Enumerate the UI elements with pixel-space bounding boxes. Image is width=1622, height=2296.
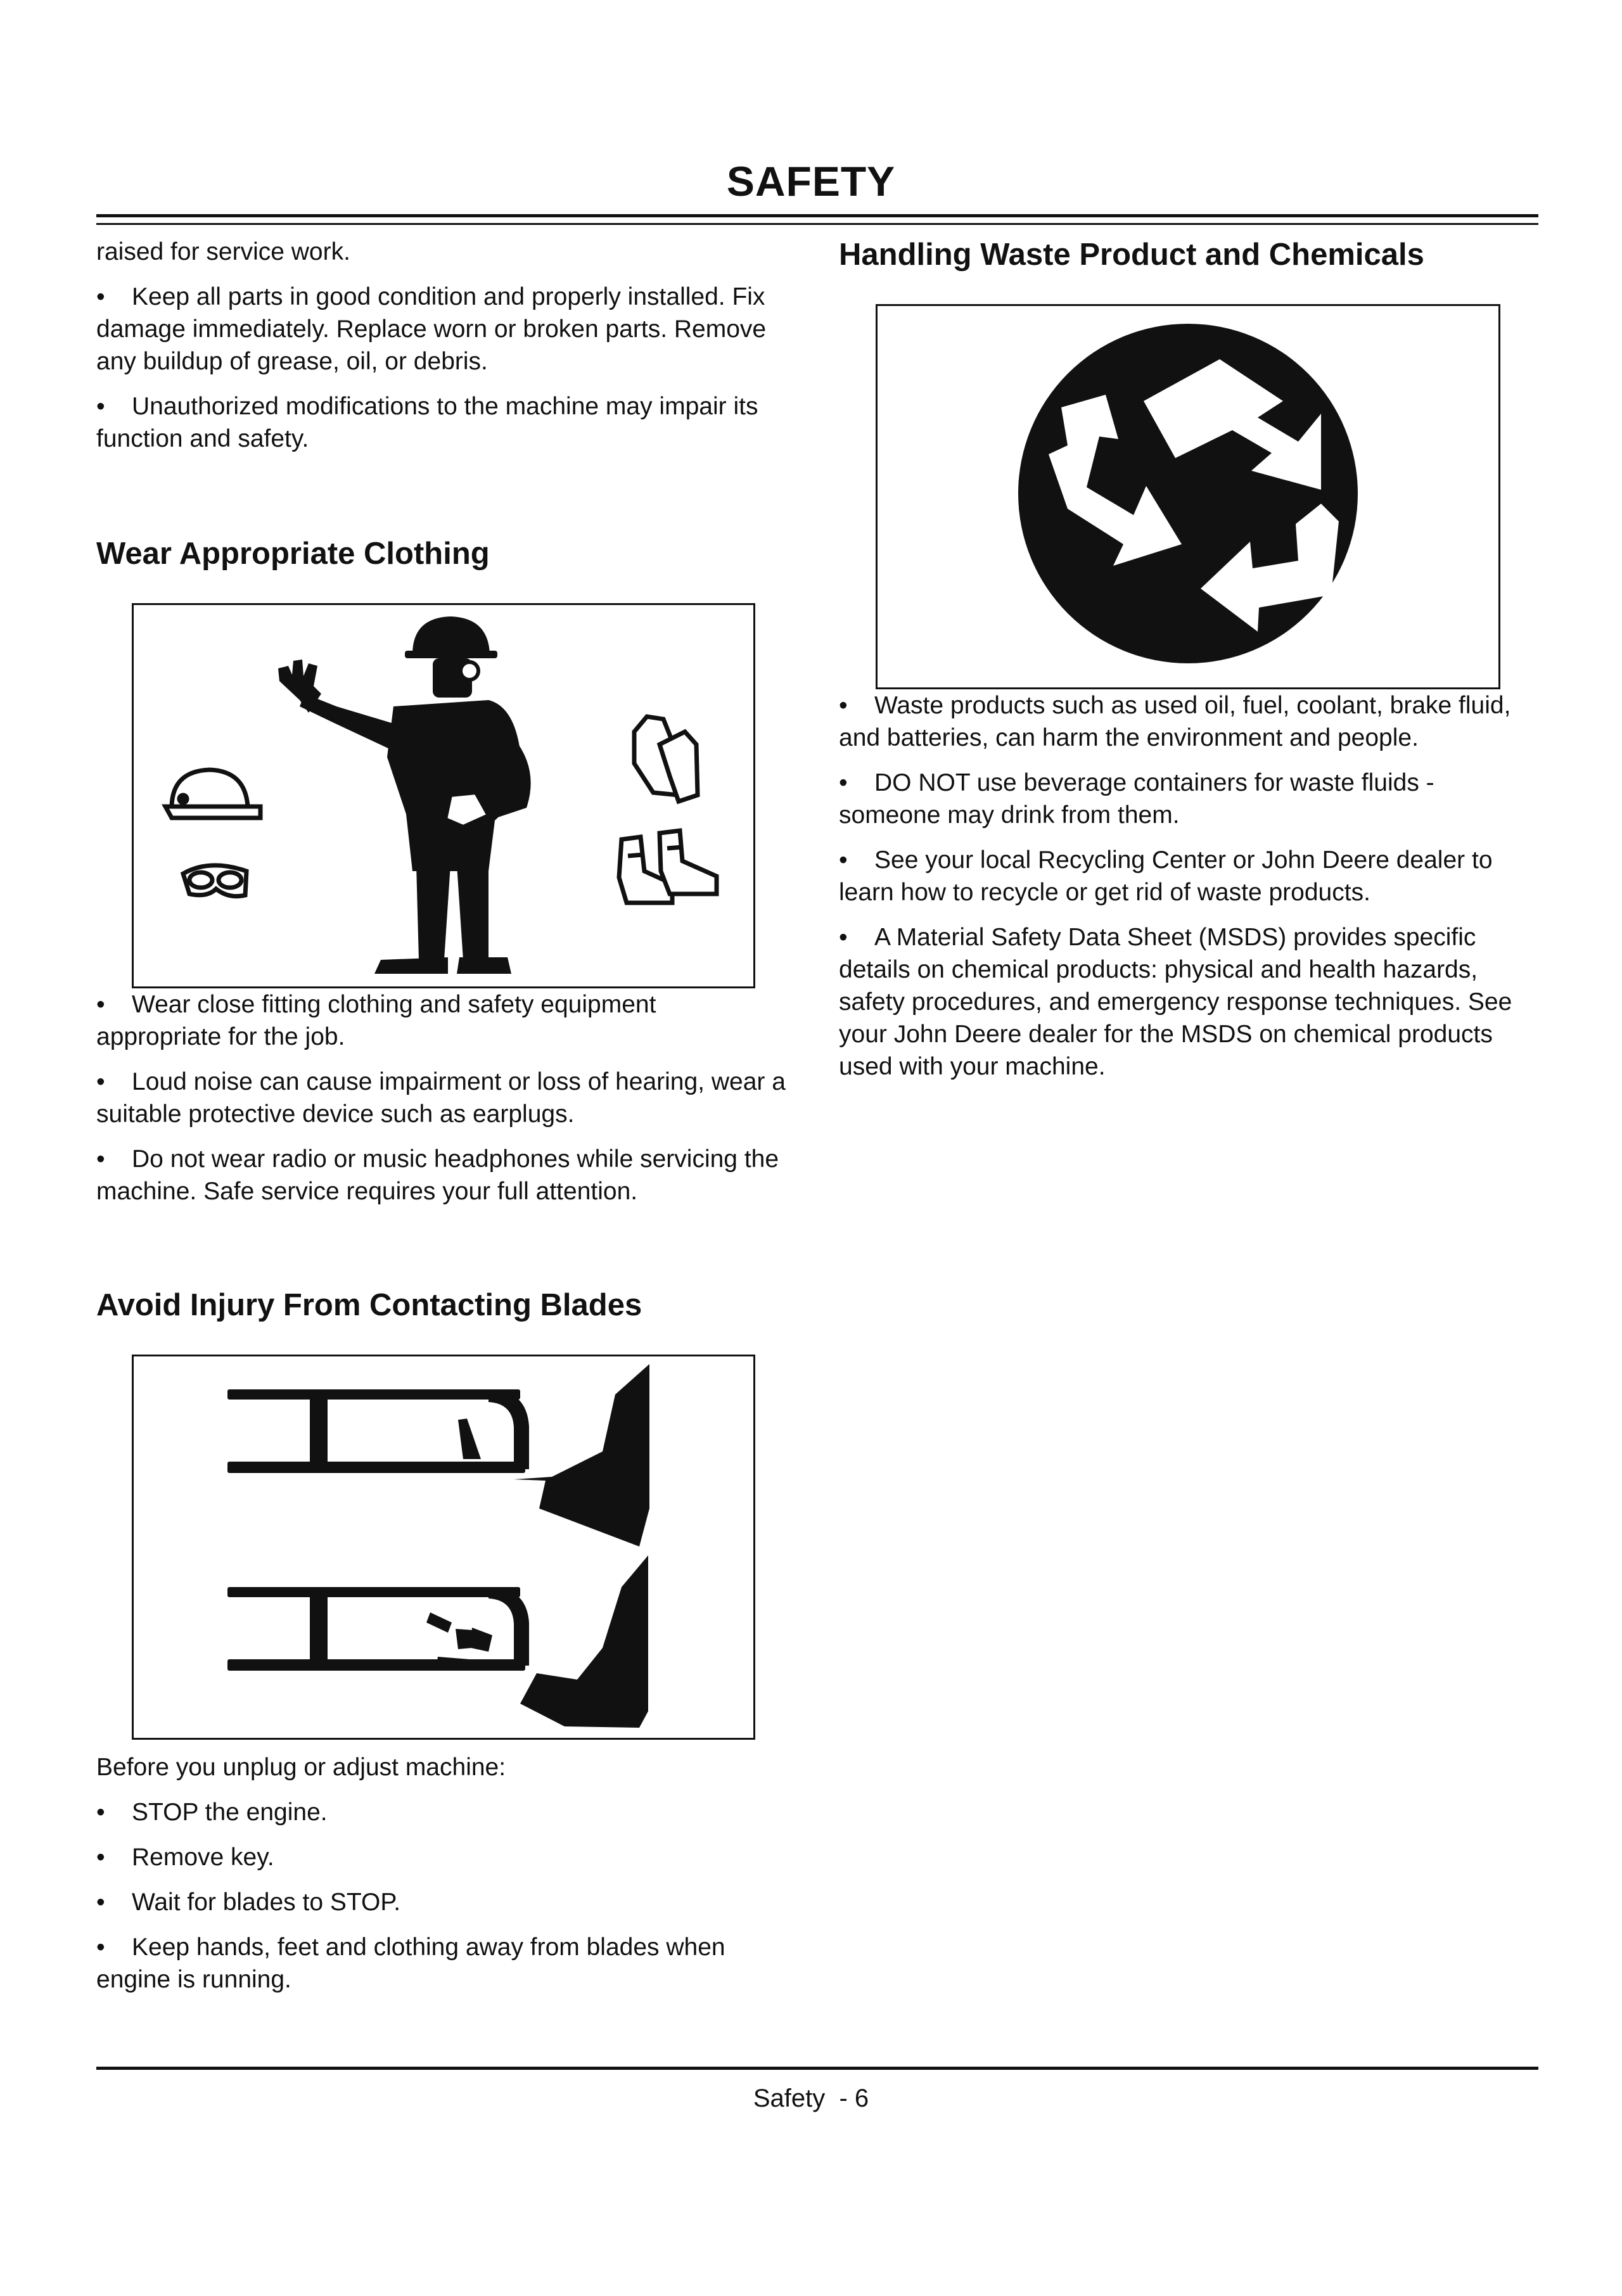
blades-bullet-4: • Keep hands, feet and clothing away from blades when engine is running. [96,1934,725,1993]
intro-bullet-2: • Unauthorized modifications to the machine may impair its function and safety. [96,393,758,452]
hard-hat-icon [165,770,260,818]
clothing-bullet-2: • Loud noise can cause impairment or loss of hearing, wear a suitable protective device such as earplugs. [96,1068,786,1128]
clothing-heading: Wear Appropriate Clothing [96,537,490,571]
footer-rule [96,2067,1538,2070]
intro-section [96,236,787,455]
blades-text [96,1751,787,1996]
clothing-illustration [132,603,755,988]
gloves-icon [634,717,698,801]
clothing-bullet-3: • Do not wear radio or music headphones while servicing the machine. Safe service requires your full attention. [96,1145,779,1205]
blades-illustration [132,1355,755,1740]
blades-heading: Avoid Injury From Contacting Blades [96,1288,642,1322]
blades-bullet-1: • STOP the engine. [96,1799,328,1826]
intro-fragment: raised for service work. [96,238,350,265]
waste-heading: Handling Waste Product and Chemicals [839,238,1424,272]
clothing-bullets [96,988,787,1208]
protective-clothing-figure-icon [278,616,531,974]
waste-bullets [839,689,1529,1083]
safety-boots-icon [619,831,717,903]
header-rule-thick [96,214,1538,217]
blades-lead: Before you unplug or adjust machine: [96,1754,506,1781]
blades-bullet-2: • Remove key. [96,1844,274,1871]
clothing-bullet-1: • Wear close fitting clothing and safety equipment appropriate for the job. [96,991,656,1050]
recycle-illustration [876,304,1500,689]
header-rule-thin [96,223,1538,225]
safety-goggles-icon [183,865,246,896]
waste-bullet-1: • Waste products such as used oil, fuel, coolant, brake fluid, and batteries, can harm the environment and people. [839,692,1511,751]
blade-hazard-icon [134,1356,753,1738]
waste-bullet-4: • A Material Safety Data Sheet (MSDS) provides specific details on chemical products: physical and health hazards, safety procedures, and emergency response techniques. See your John Deere dealer for the MSDS on chemical products used with your machine. [839,924,1512,1080]
waste-bullet-3: • See your local Recycling Center or John Deere dealer to learn how to recycle or get rid of waste products. [839,846,1493,906]
page-title: SAFETY [726,158,896,205]
intro-bullet-1: • Keep all parts in good condition and properly installed. Fix damage immediately. Replace worn or broken parts. Remove any buildup of grease, oil, or debris. [96,283,767,375]
page-number: Safety - 6 [753,2084,869,2112]
recycle-icon [878,306,1498,687]
blades-bullet-3: • Wait for blades to STOP. [96,1889,401,1916]
waste-bullet-2: • DO NOT use beverage containers for waste fluids - someone may drink from them. [839,769,1434,829]
